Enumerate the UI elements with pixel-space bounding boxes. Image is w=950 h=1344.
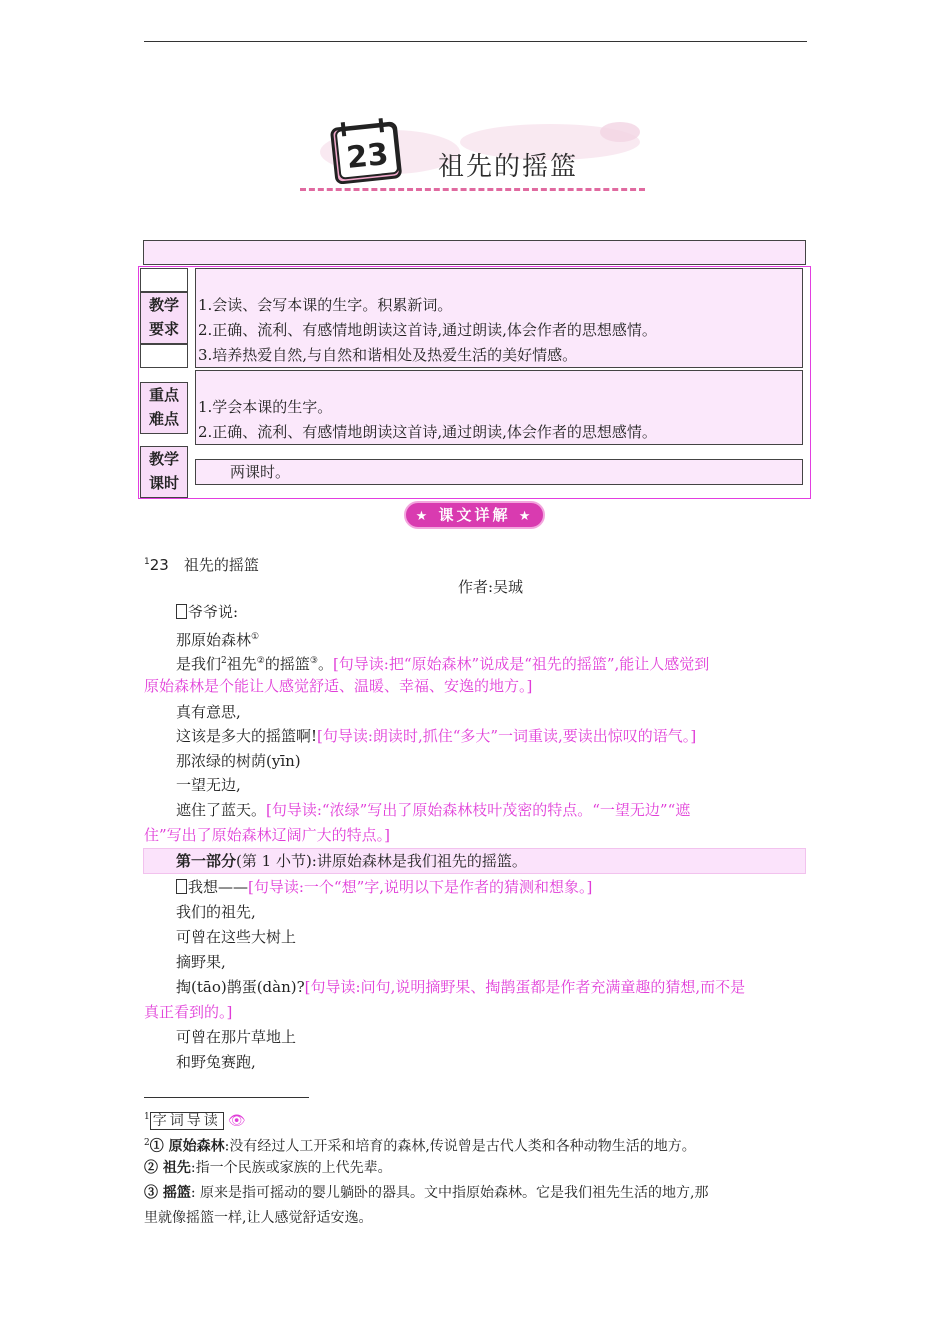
- requirement-item: 3.培养热爱自然,与自然和谐相处及热爱生活的美好情感。: [198, 346, 578, 364]
- header-dashed-rule: [300, 188, 645, 191]
- class-hours-content: [195, 459, 803, 485]
- label-cell-blank: [140, 268, 188, 292]
- eye-icon: 👁: [227, 1112, 246, 1129]
- footnote-item: ② 祖先:指一个民族或家族的上代先辈。: [144, 1160, 392, 1176]
- key-difficulties-content: [195, 370, 803, 445]
- lesson-number-badge: [330, 118, 404, 184]
- star-icon: ★: [518, 509, 534, 524]
- part-summary: 第一部分(第 1 小节):讲原始森林是我们祖先的摇篮。: [176, 852, 527, 870]
- sentence-guide-note: [句导读:朗读时,抓住“多大”一词重读,要读出惊叹的语气。]: [317, 727, 697, 745]
- poem-line: 遮住了蓝天。[句导读:“浓绿”写出了原始森林枝叶茂密的特点。“一望无边”“遮: [176, 801, 691, 819]
- footnote-item: $^2$① 原始森林:没有经过人工开采和培育的森林,传说曾是古代人类和各种动物生活的地方。: [144, 1138, 696, 1155]
- label-line: 教学: [148, 450, 179, 468]
- poem-line: 一望无边,: [176, 776, 241, 794]
- footnote-rule: [144, 1097, 309, 1098]
- sentence-guide-note: [句导读:一个“想”字,说明以下是作者的猜测和想象。]: [248, 878, 593, 896]
- poem-line: 那浓绿的树荫(yīn): [176, 752, 301, 770]
- lesson-number: 23: [344, 136, 391, 176]
- requirements-content: [195, 268, 803, 368]
- sentence-guide-note: [句导读:把“原始森林”说成是“祖先的摇篮”,能让人感觉到: [332, 655, 710, 673]
- box-icon: [176, 604, 187, 619]
- lesson-title: 祖先的摇篮: [438, 152, 579, 182]
- sentence-guide-note: 住”写出了原始森林辽阔广大的特点。]: [144, 826, 391, 844]
- top-rule: [144, 41, 807, 42]
- poem-line: 摘野果,: [176, 953, 226, 971]
- poem-line: 和野兔赛跑,: [176, 1053, 256, 1071]
- poem-line: 爷爷说:: [176, 602, 238, 622]
- poem-line: 我想——[句导读:一个“想”字,说明以下是作者的猜测和想象。]: [176, 877, 592, 897]
- author-line: 作者:吴珹: [458, 578, 524, 596]
- sentence-guide-note: 真正看到的。]: [144, 1003, 233, 1021]
- poem-line: 那原始森林①: [176, 631, 260, 649]
- label-key-difficulties: [140, 382, 188, 434]
- poem-line: 我们的祖先,: [176, 903, 256, 921]
- label-line: 重点: [148, 386, 179, 404]
- footnote-item-continued: 里就像摇篮一样,让人感觉舒适安逸。: [144, 1210, 373, 1226]
- label-line: 课时: [148, 474, 179, 492]
- poem-line: 这该是多大的摇篮啊![句导读:朗读时,抓住“多大”一词重读,要读出惊叹的语气。]: [176, 727, 697, 745]
- sentence-guide-note: 原始森林是个能让人感觉舒适、温暖、幸福、安逸的地方。]: [144, 677, 533, 695]
- section-button-label: 课文详解: [438, 506, 511, 524]
- poem-line: 真有意思,: [176, 703, 241, 721]
- label-line: 教学: [148, 296, 179, 314]
- label-teaching-requirements: [140, 292, 188, 344]
- text-explanation-button[interactable]: [404, 501, 545, 529]
- requirement-item: 1.会读、会写本课的生字。积累新词。: [198, 296, 453, 314]
- difficulty-item: 1.学会本课的生字。: [198, 398, 333, 416]
- difficulty-item: 2.正确、流利、有感情地朗读这首诗,通过朗读,体会作者的思想感情。: [198, 423, 657, 441]
- label-line: 要求: [148, 320, 179, 338]
- poem-line: 掏(tāo)鹊蛋(dàn)?[句导读:问句,说明摘野果、掏鹊蛋都是作者充满童趣的猜想,而不是: [176, 978, 746, 996]
- sentence-guide-note: [句导读:“浓绿”写出了原始森林枝叶茂密的特点。“一望无边”“遮: [266, 801, 691, 819]
- footnote-guide-label: $^1$ 字词导读 👁: [144, 1112, 246, 1129]
- poem-line: 是我们$^2$祖先②的摇篮③。[句导读:把“原始森林”说成是“祖先的摇篮”,能让人感觉到: [176, 655, 710, 673]
- label-class-hours: [140, 446, 188, 498]
- poem-line: 可曾在这些大树上: [176, 928, 297, 946]
- requirement-item: 2.正确、流利、有感情地朗读这首诗,通过朗读,体会作者的思想感情。: [198, 321, 657, 339]
- text-title: $^1$23 祖先的摇篮: [144, 556, 259, 574]
- box-icon: [176, 879, 187, 894]
- footnote-item: ③ 摇篮: 原来是指可摇动的婴儿躺卧的器具。文中指原始森林。它是我们祖先生活的地方,那: [144, 1185, 709, 1201]
- star-icon: ★: [415, 509, 431, 524]
- label-cell-blank: [140, 344, 188, 368]
- poem-line: 可曾在那片草地上: [176, 1028, 297, 1046]
- sentence-guide-note: [句导读:问句,说明摘野果、掏鹊蛋都是作者充满童趣的猜想,而不是: [304, 978, 746, 996]
- label-line: 难点: [148, 410, 179, 428]
- class-hours-item: 两课时。: [230, 463, 291, 481]
- objectives-header-band: [143, 240, 806, 265]
